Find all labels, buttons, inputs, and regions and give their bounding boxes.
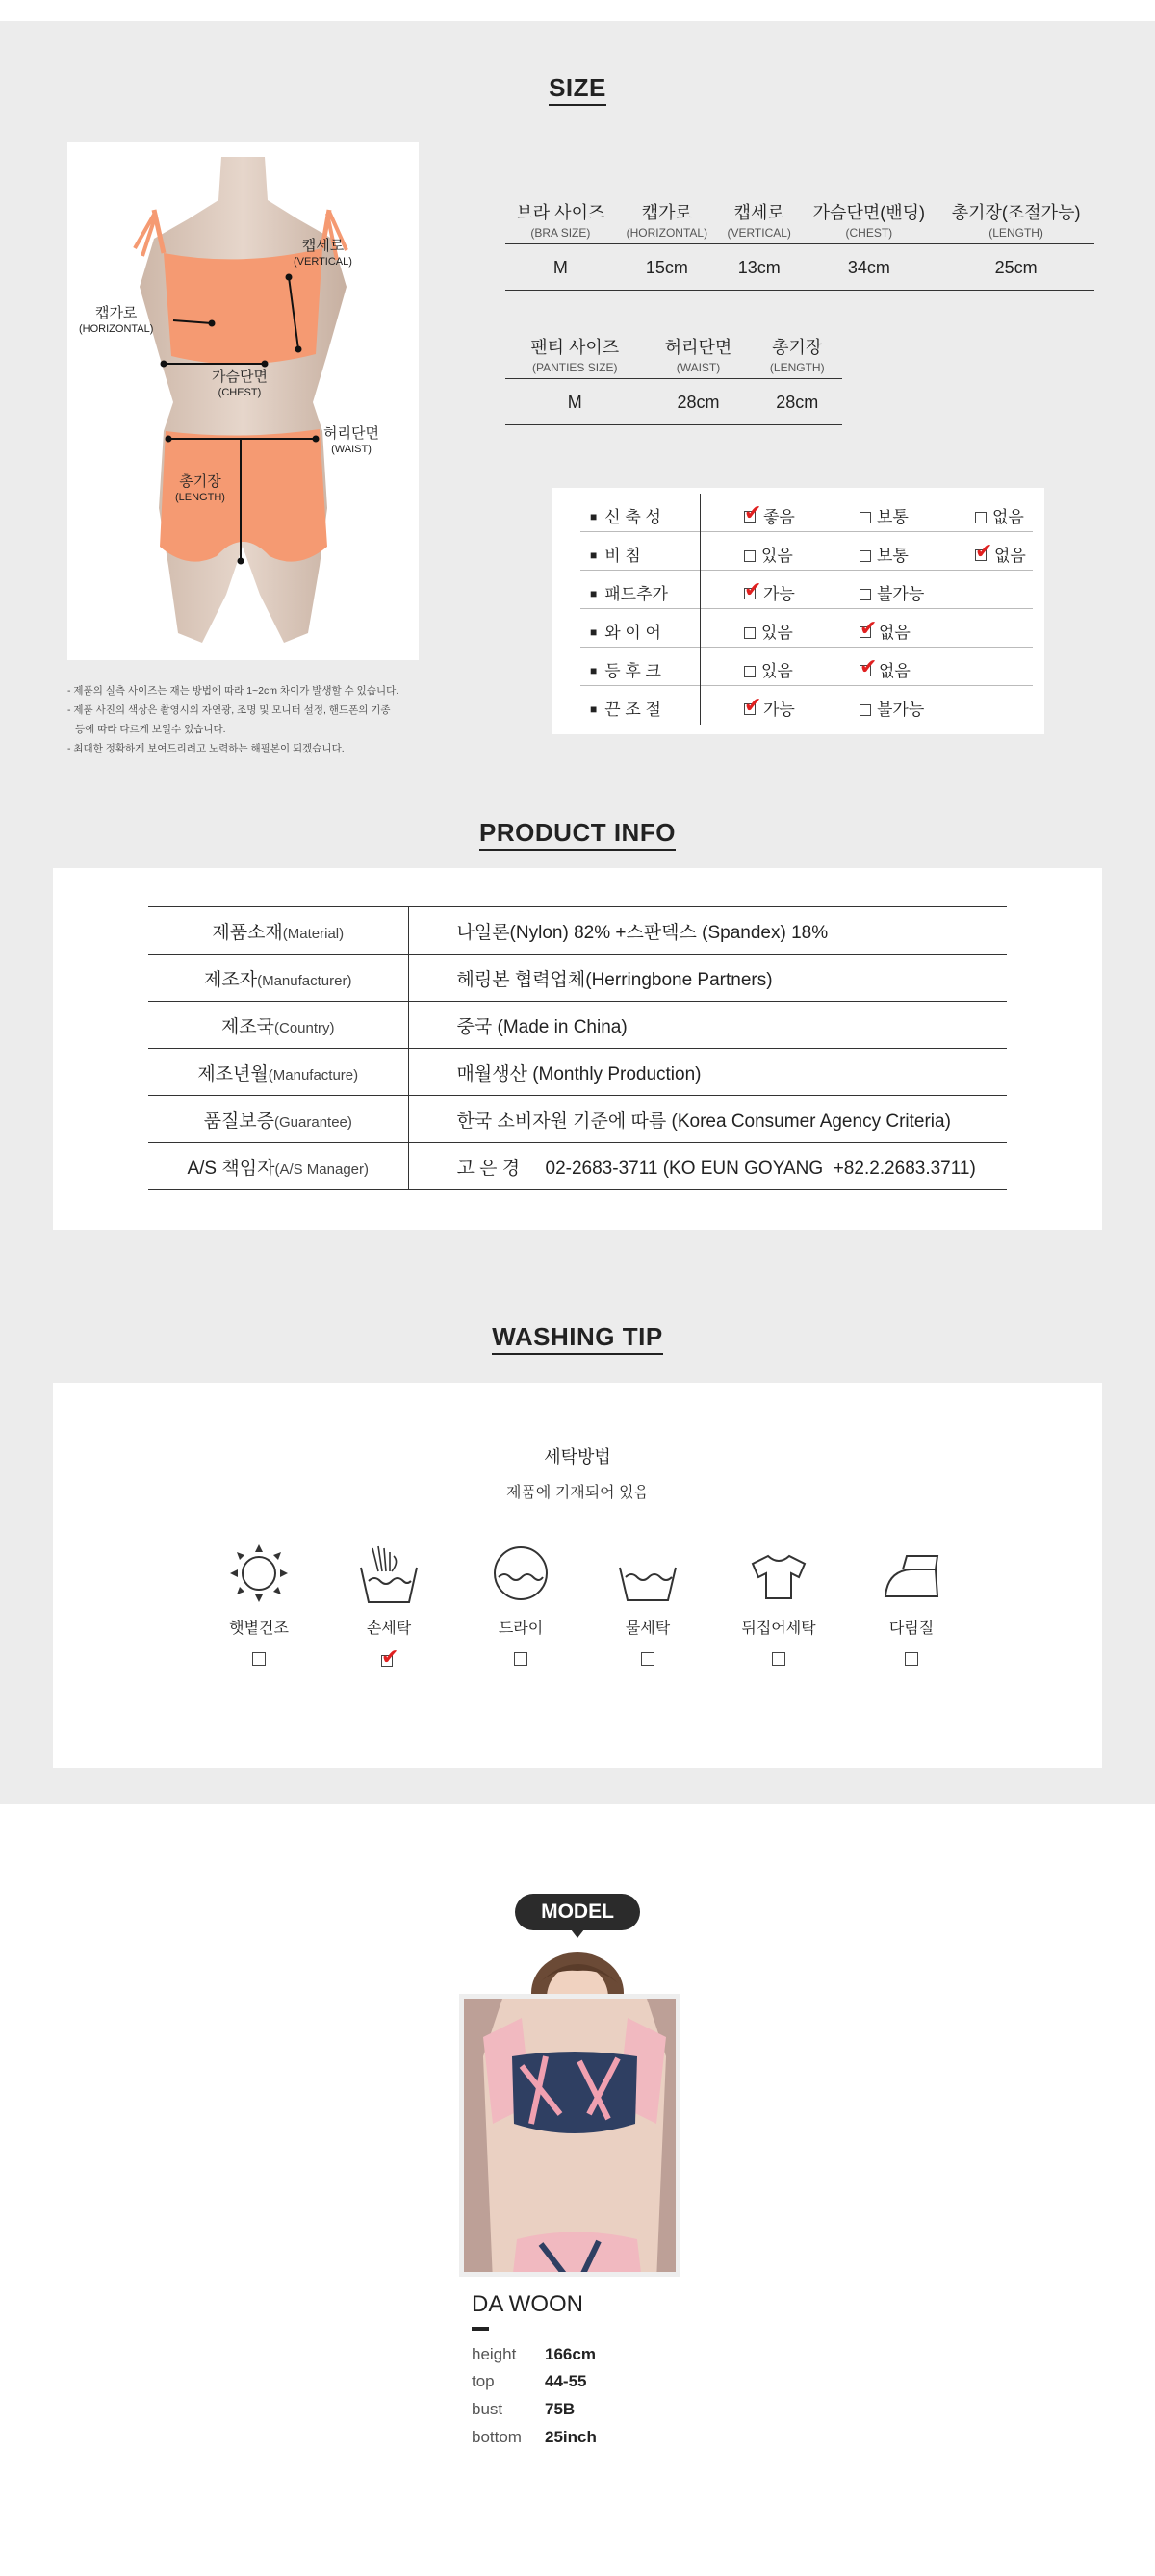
feature-checklist — [552, 488, 1044, 734]
product-info-value: 헤링본 협력업체(Herringbone Partners) — [408, 955, 1007, 1002]
feature-label: ■ 등 후 크 — [580, 657, 686, 681]
mannequin-illustration — [67, 142, 419, 660]
feature-option — [744, 500, 795, 527]
bra-header: 캡가로 (HORIZONTAL) — [616, 195, 718, 244]
feature-row — [580, 532, 1033, 571]
water-wash-icon — [604, 1543, 691, 1604]
bra-header: 캡세로 (VERTICAL) — [718, 195, 801, 244]
bra-header: 가슴단면(밴딩) (CHEST) — [800, 195, 937, 244]
checked-box-icon: ✔ — [744, 693, 762, 717]
checkbox-icon — [744, 666, 756, 677]
product-info-key — [148, 955, 408, 1002]
product-info-key-ko: 제조국 — [220, 1016, 275, 1037]
product-info-row — [148, 955, 1007, 1002]
model-photo — [459, 1994, 680, 2277]
panties-cell: 28cm — [644, 379, 752, 425]
feature-option-label: 없음 — [879, 624, 911, 642]
model-stat: bottom 25inch — [472, 2428, 597, 2446]
waist-label: 허리단면 (WAIST) — [323, 425, 379, 455]
product-info-row — [148, 1096, 1007, 1143]
feature-option-label: 보통 — [877, 508, 909, 526]
feature-divider — [700, 494, 701, 532]
feature-option-label: 없음 — [994, 547, 1026, 565]
product-info-value: 고 은 경 02-2683-3711 (KO EUN GOYANG +82.2.2683.3711) — [408, 1143, 1007, 1190]
product-info-key-en: (Manufacture) — [268, 1066, 359, 1084]
note-line: 등에 따라 다르게 보일수 있습니다. — [75, 724, 226, 735]
checkbox-icon — [860, 704, 871, 716]
iron-icon — [868, 1543, 955, 1604]
model-stat: bust 75B — [472, 2400, 576, 2418]
feature-option — [860, 616, 911, 643]
feature-label: ■ 신 축 성 — [580, 503, 686, 527]
feature-row — [580, 686, 1033, 725]
washing-item — [868, 1543, 955, 1672]
model-stat: height 166cm — [472, 2345, 596, 2363]
feature-option — [860, 580, 924, 604]
feature-option — [975, 539, 1026, 566]
feature-label: ■ 끈 조 절 — [580, 696, 686, 720]
product-info-key-en: (Country) — [274, 1019, 335, 1036]
washing-item — [477, 1543, 564, 1672]
model-badge: MODEL — [515, 1894, 640, 1930]
checkbox-icon — [744, 627, 756, 639]
washing-item-label: 뒤집어세탁 — [741, 1620, 816, 1637]
feature-option-label: 있음 — [761, 547, 793, 565]
product-info-key-en: (Material) — [282, 925, 345, 942]
washing-item-check — [346, 1645, 432, 1672]
bra-cell: M — [505, 244, 616, 291]
feature-row — [580, 571, 1033, 609]
size-figure — [67, 142, 419, 660]
model-name-underline — [472, 2327, 489, 2331]
cap-horizontal-label: 캡가로 (HORIZONTAL) — [79, 305, 154, 335]
feature-option-label: 있음 — [761, 624, 793, 642]
product-info-key-en: (A/S Manager) — [274, 1160, 369, 1178]
checkbox-icon — [860, 589, 871, 600]
feature-label: ■ 와 이 어 — [580, 619, 686, 643]
feature-option-label: 좋음 — [763, 508, 795, 526]
panties-header: 팬티 사이즈 (PANTIES SIZE) — [505, 330, 644, 379]
washing-item-label: 손세탁 — [366, 1620, 412, 1637]
product-info-key-en: (Manufacturer) — [257, 972, 352, 989]
feature-option — [744, 577, 795, 604]
note-line: - 제품의 실측 사이즈는 재는 방법에 따라 1~2cm 차이가 발생할 수 있습니다. — [67, 685, 399, 697]
feature-option-label: 있음 — [761, 662, 793, 680]
bra-cell: 13cm — [718, 244, 801, 291]
feature-divider — [700, 571, 701, 609]
washing-title: WASHING TIP — [0, 1322, 1155, 1352]
feature-option-label: 없음 — [879, 662, 911, 680]
feature-divider — [700, 532, 701, 571]
bra-header: 총기장(조절가능) (LENGTH) — [937, 195, 1094, 244]
checkbox-icon — [860, 512, 871, 523]
checked-box-icon: ✔ — [860, 616, 878, 640]
checked-box-icon: ✔ — [381, 1645, 399, 1669]
product-info-row — [148, 1049, 1007, 1096]
product-info-key-ko: 제조년월 — [197, 1063, 269, 1084]
cap-vertical-label: 캡세로 (VERTICAL) — [294, 238, 352, 268]
washing-item-check — [216, 1651, 302, 1672]
checkbox-icon — [514, 1652, 527, 1666]
washing-item-label: 드라이 — [498, 1620, 544, 1637]
product-info-row — [148, 907, 1007, 955]
panties-size-table — [505, 330, 842, 425]
bra-cell: 34cm — [800, 244, 937, 291]
washing-item-label: 햇볕건조 — [229, 1620, 289, 1637]
feature-option — [744, 619, 793, 643]
product-info-value: 매월생산 (Monthly Production) — [408, 1049, 1007, 1096]
checkbox-icon — [252, 1652, 266, 1666]
bra-header: 브라 사이즈 (BRA SIZE) — [505, 195, 616, 244]
product-info-title: PRODUCT INFO — [0, 818, 1155, 848]
product-info-key — [148, 1096, 408, 1143]
checkbox-icon — [860, 550, 871, 562]
checked-box-icon: ✔ — [744, 577, 762, 601]
washing-item-label: 물세탁 — [625, 1620, 671, 1637]
feature-option-label: 불가능 — [877, 701, 925, 719]
washing-item — [346, 1543, 432, 1672]
product-info-value: 중국 (Made in China) — [408, 1002, 1007, 1049]
panties-cell: 28cm — [753, 379, 842, 425]
product-info-key-ko: 제조자 — [204, 969, 258, 990]
feature-option — [860, 503, 909, 527]
feature-label: ■ 비 침 — [580, 542, 686, 566]
feature-label: ■ 패드추가 — [580, 580, 686, 604]
product-info-key — [148, 1143, 408, 1190]
feature-row — [580, 648, 1033, 686]
bra-cell: 15cm — [616, 244, 718, 291]
feature-divider — [700, 648, 701, 686]
feature-option-label: 불가능 — [877, 585, 925, 603]
product-info-value: 나일론(Nylon) 82% +스판덱스 (Spandex) 18% — [408, 907, 1007, 955]
product-info-value: 한국 소비자원 기준에 따름 (Korea Consumer Agency Criteria) — [408, 1096, 1007, 1143]
washing-item-check — [604, 1651, 691, 1672]
feature-option — [975, 503, 1024, 527]
product-info-key-ko: 품질보증 — [203, 1110, 275, 1132]
feature-option — [744, 542, 793, 566]
dry-clean-icon — [477, 1543, 564, 1604]
checkbox-icon — [744, 550, 756, 562]
feature-option — [744, 657, 793, 681]
product-info-key-ko: A/S 책임자 — [187, 1158, 275, 1179]
product-info-key-ko: 제품소재 — [212, 922, 283, 943]
checked-box-icon: ✔ — [860, 654, 878, 678]
feature-option-label: 없음 — [992, 508, 1024, 526]
hand-wash-icon — [346, 1543, 432, 1604]
feature-divider — [700, 609, 701, 648]
note-line: - 최대한 정확하게 보여드리려고 노력하는 해필본이 되겠습니다. — [67, 743, 345, 754]
checked-box-icon: ✔ — [975, 539, 993, 563]
feature-divider — [700, 686, 701, 725]
size-title: SIZE — [0, 73, 1155, 103]
washing-item-check — [477, 1651, 564, 1672]
feature-option — [744, 693, 795, 720]
washing-item-check — [735, 1651, 822, 1672]
product-info-key — [148, 907, 408, 955]
inside-out-icon — [735, 1543, 822, 1604]
washing-item — [604, 1543, 691, 1672]
panties-cell: M — [505, 379, 644, 425]
washing-item — [735, 1543, 822, 1672]
feature-option-label: 가능 — [763, 701, 795, 719]
note-line: - 제품 사진의 색상은 촬영시의 자연광, 조명 및 모니터 설정, 핸드폰의 기종 — [67, 704, 391, 716]
feature-option-label: 가능 — [763, 585, 795, 603]
product-info-key-en: (Guarantee) — [274, 1113, 352, 1131]
model-stat: top 44-55 — [472, 2372, 587, 2390]
feature-option — [860, 542, 909, 566]
checkbox-icon — [641, 1652, 654, 1666]
model-body-image — [464, 1999, 680, 2277]
washing-method-sub: 제품에 기재되어 있음 — [506, 1485, 649, 1501]
panties-header: 총기장 (LENGTH) — [753, 330, 842, 379]
feature-option — [860, 654, 911, 681]
checkbox-icon — [772, 1652, 785, 1666]
feature-option — [860, 696, 924, 720]
washing-item-check — [868, 1651, 955, 1672]
product-info-key — [148, 1049, 408, 1096]
length-label: 총기장 (LENGTH) — [175, 473, 225, 503]
washing-item-label: 다림질 — [888, 1620, 935, 1637]
washing-method-title: 세탁방법 — [544, 1447, 611, 1467]
feature-row — [580, 609, 1033, 648]
chest-label: 가슴단면 (CHEST) — [212, 369, 268, 398]
checkbox-icon — [905, 1652, 918, 1666]
feature-option-label: 보통 — [877, 547, 909, 565]
washing-item — [216, 1543, 302, 1672]
bra-size-table — [505, 195, 1094, 291]
panties-header: 허리단면 (WAIST) — [644, 330, 752, 379]
feature-row — [580, 494, 1033, 532]
product-info-table — [148, 906, 1007, 1190]
product-info-row — [148, 1002, 1007, 1049]
checkbox-icon — [975, 512, 987, 523]
product-info-key — [148, 1002, 408, 1049]
size-notes — [67, 681, 433, 758]
sun-dry-icon — [216, 1543, 302, 1604]
bra-cell: 25cm — [937, 244, 1094, 291]
checked-box-icon: ✔ — [744, 500, 762, 524]
model-name: DA WOON — [472, 2291, 584, 2317]
product-info-row — [148, 1143, 1007, 1190]
